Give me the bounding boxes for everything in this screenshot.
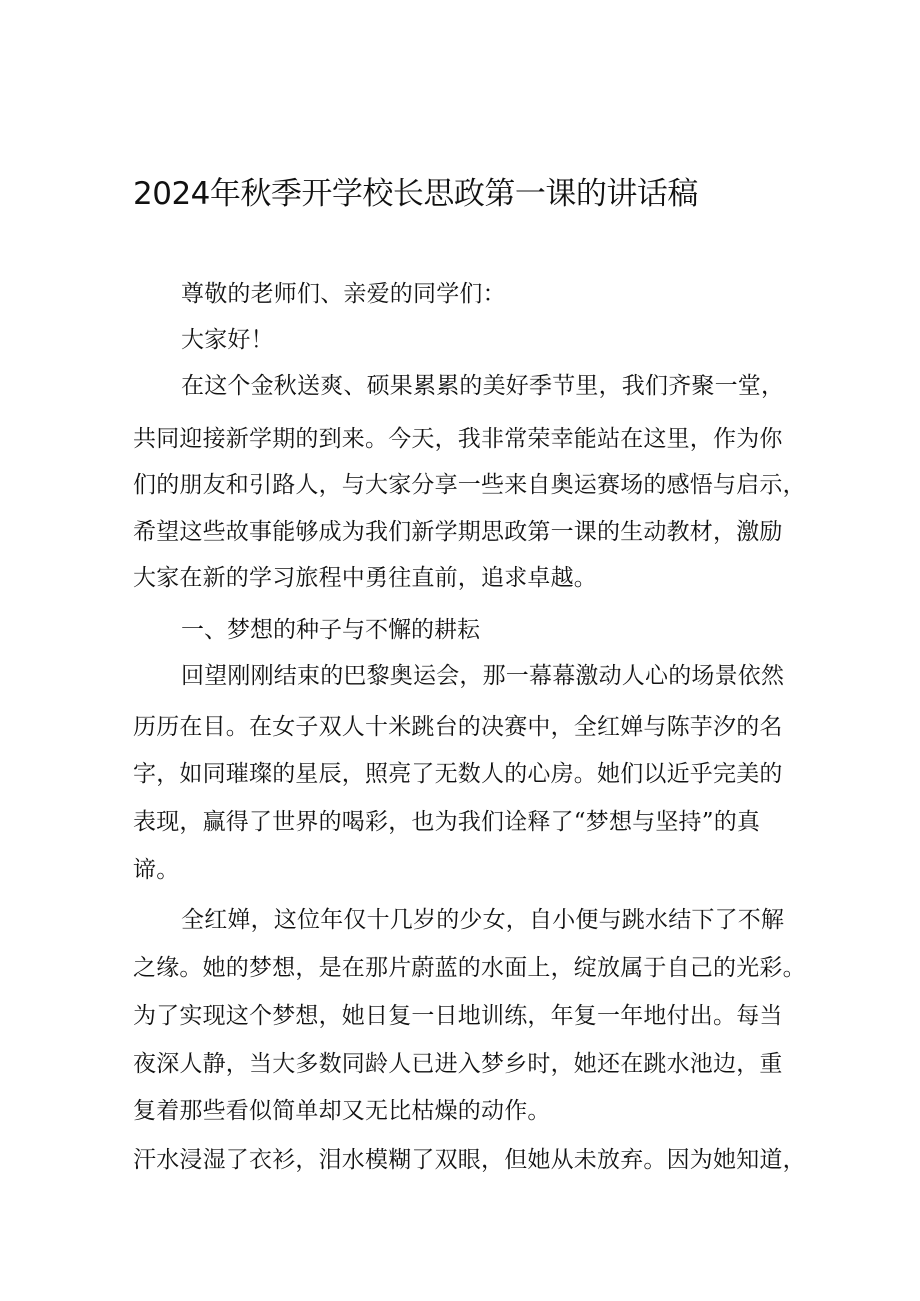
intro-line: 希望这些故事能够成为我们新学期思政第一课的生动教材，激励 xyxy=(133,519,783,545)
paragraph-line: 复着那些看似简单却又无比枯燥的动作。 xyxy=(133,1098,551,1124)
intro-line: 在这个金秋送爽、硕果累累的美好季节里，我们齐聚一堂， xyxy=(181,373,785,399)
paragraph-line: 谛。 xyxy=(133,857,180,883)
intro-line: 们的朋友和引路人，与大家分享一些来自奥运赛场的感悟与启示， xyxy=(133,472,806,498)
salutation: 尊敬的老师们、亲爱的同学们： xyxy=(181,281,506,307)
paragraph-line: 夜深人静，当大多数同龄人已进入梦乡时，她还在跳水池边，重 xyxy=(133,1051,783,1077)
paragraph-line: 之缘。她的梦想，是在那片蔚蓝的水面上，绽放属于自己的光彩。 xyxy=(133,955,806,981)
paragraph-line: 汗水浸湿了衣衫，泪水模糊了双眼，但她从未放弃。因为她知道， xyxy=(133,1147,806,1173)
paragraph-line: 为了实现这个梦想，她日复一日地训练，年复一年地付出。每当 xyxy=(133,1003,783,1029)
paragraph-line: 历历在目。在女子双人十米跳台的决赛中，全红婵与陈芋汐的名 xyxy=(133,714,783,740)
paragraph-line: 回望刚刚结束的巴黎奥运会，那一幕幕激动人心的场景依然 xyxy=(181,663,785,689)
section-heading: 一、梦想的种子与不懈的耕耘 xyxy=(181,617,480,643)
intro-line: 大家在新的学习旅程中勇往直前，追求卓越。 xyxy=(133,565,597,591)
document-title: 2024年秋季开学校长思政第一课的讲话稿 xyxy=(133,176,698,212)
intro-line: 共同迎接新学期的到来。今天，我非常荣幸能站在这里，作为你 xyxy=(133,426,783,452)
paragraph-line: 字，如同璀璨的星辰，照亮了无数人的心房。她们以近乎完美的 xyxy=(133,761,783,787)
paragraph-line: 表现，赢得了世界的喝彩，也为我们诠释了“梦想与坚持”的真 xyxy=(133,809,761,835)
paragraph-line: 全红婵，这位年仅十几岁的少女，自小便与跳水结下了不解 xyxy=(181,907,785,933)
greeting: 大家好！ xyxy=(181,327,274,353)
